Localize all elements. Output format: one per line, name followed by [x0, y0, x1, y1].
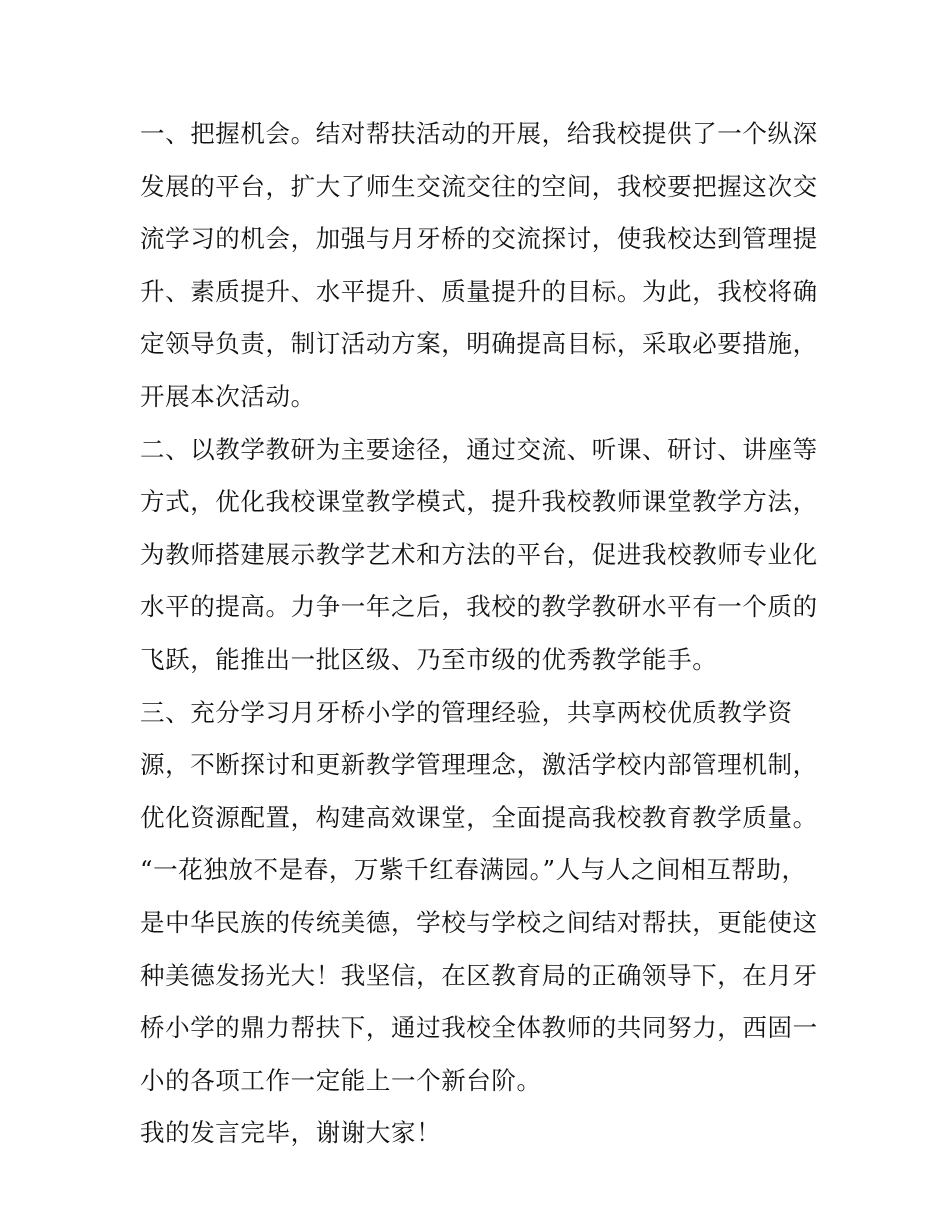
text-line: 源，不断探讨和更新教学管理理念，激活学校内部管理机制， [140, 750, 818, 780]
text-line: 我的发言完毕，谢谢大家！ [140, 1118, 442, 1148]
text-line: 小的各项工作一定能上一个新台阶。 [140, 1065, 542, 1095]
document-body [140, 108, 816, 1160]
text-line: 方式，优化我校课堂教学模式，提升我校教师课堂教学方法， [140, 487, 818, 517]
text-line: 三、充分学习月牙桥小学的管理经验，共享两校优质教学资 [140, 697, 793, 727]
text-line: 是中华民族的传统美德，学校与学校之间结对帮扶，更能使这 [140, 907, 818, 937]
text-line: 种美德发扬光大！我坚信，在区教育局的正确领导下，在月牙 [140, 960, 818, 990]
text-line: 为教师搭建展示教学艺术和方法的平台，促进我校教师专业化 [140, 539, 818, 569]
text-line: 二、以教学教研为主要途径，通过交流、听课、研讨、讲座等 [140, 434, 818, 464]
text-line: 水平的提高。力争一年之后，我校的教学教研水平有一个质的 [140, 592, 818, 622]
text-line: 开展本次活动。 [140, 381, 316, 411]
text-line: 桥小学的鼎力帮扶下，通过我校全体教师的共同努力，西固一 [140, 1013, 818, 1043]
text-line: 流学习的机会，加强与月牙桥的交流探讨，使我校达到管理提 [140, 224, 818, 254]
text-line: 飞跃，能推出一批区级、乃至市级的优秀教学能手。 [140, 644, 718, 674]
text-line: 一、把握机会。结对帮扶活动的开展，给我校提供了一个纵深 [140, 119, 818, 148]
text-line: “一花独放不是春，万紫千红春满园。”人与人之间相互帮助， [140, 855, 807, 885]
text-line: 发展的平台，扩大了师生交流交往的空间，我校要把握这次交 [140, 171, 818, 201]
text-line: 优化资源配置，构建高效课堂，全面提高我校教育教学质量。 [140, 802, 818, 832]
text-line: 定领导负责，制订活动方案，明确提高目标，采取必要措施， [140, 329, 818, 359]
text-line: 升、素质提升、水平提升、质量提升的目标。为此，我校将确 [140, 276, 818, 306]
